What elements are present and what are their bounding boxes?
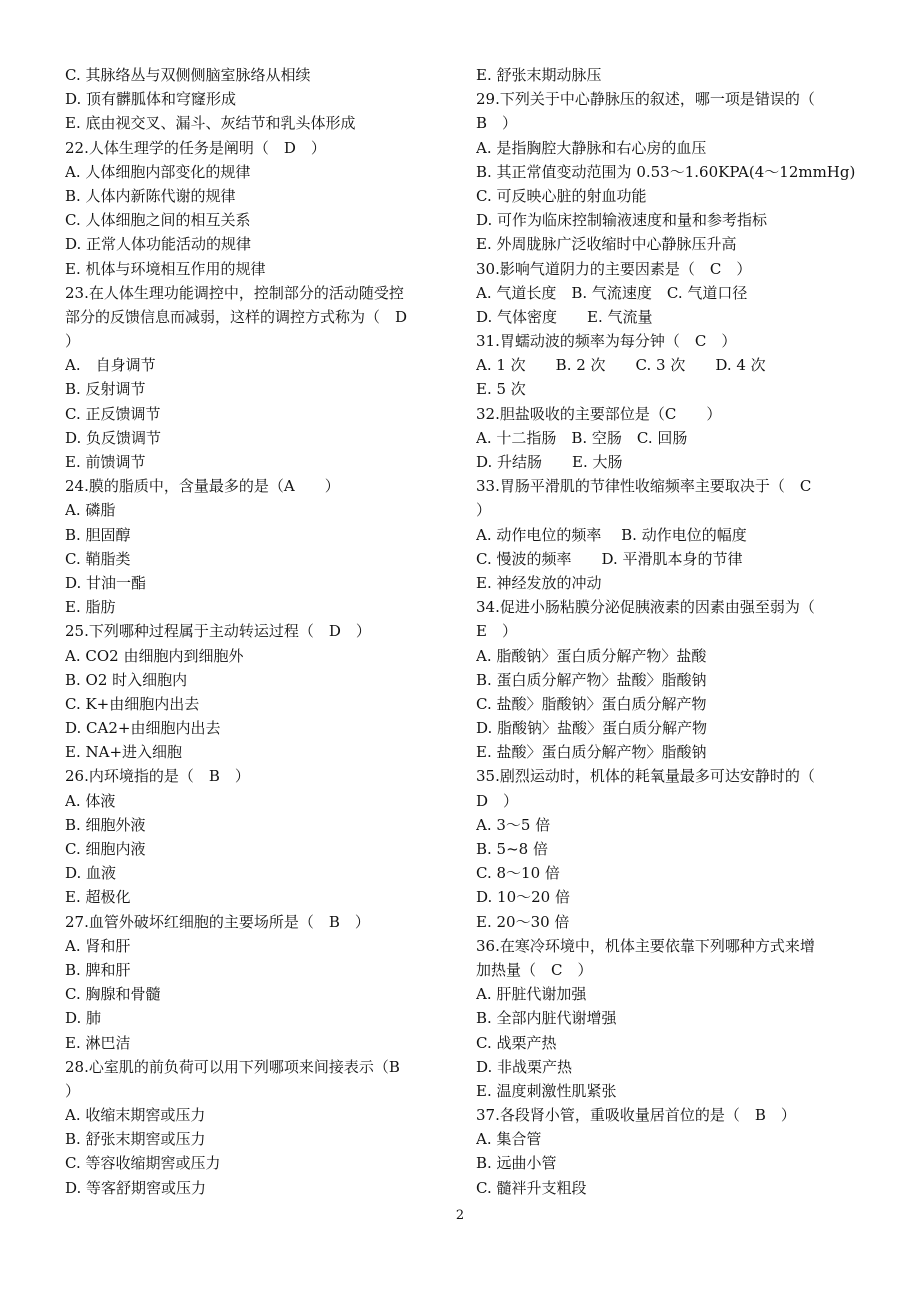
text-line: B. 舒张末期窖或压力 bbox=[65, 1130, 206, 1149]
text-line: D. 顶有髒胍体和穹窿形成 bbox=[65, 90, 237, 109]
text-line: D. 负反馈调节 bbox=[65, 428, 162, 447]
text-line: C. 慢波的频率 D. 平滑肌本身的节律 bbox=[476, 549, 743, 568]
text-line: C. 盐酸〉脂酸钠〉蛋白质分解产物 bbox=[476, 694, 707, 713]
text-line: B ） bbox=[476, 114, 518, 133]
text-line: C. K+由细胞内出去 bbox=[65, 694, 200, 713]
text-line: B. 远曲小管 bbox=[476, 1154, 557, 1173]
text-line: 30.影响气道阴力的主要因素是（ C ） bbox=[476, 259, 752, 278]
text-line: 26.内环境指的是（ B ） bbox=[65, 767, 250, 786]
text-line: 32.胆盐吸收的主要部位是（C ） bbox=[476, 404, 722, 423]
text-line: A. 肝脏代谢加强 bbox=[476, 985, 587, 1004]
text-line: 28.心室肌的前负荷可以用下列哪项来间接表示（B bbox=[65, 1057, 400, 1076]
text-line: E. 超极化 bbox=[65, 888, 131, 907]
text-line: 22.人体生理学的任务是阐明（ D ） bbox=[65, 138, 326, 157]
text-line: C. 8～10 倍 bbox=[476, 864, 560, 883]
text-line: 23.在人体生理功能调控中，控制部分的活动随受控 bbox=[65, 283, 404, 302]
text-line: E. 神经发放的冲动 bbox=[476, 573, 602, 592]
text-line: A. 十二指肠 B. 空肠 C. 回肠 bbox=[476, 428, 688, 447]
text-line: E. 外周胧脉广泛收缩时中心静脉压升高 bbox=[476, 235, 737, 254]
text-line: A. 体液 bbox=[65, 791, 116, 810]
text-line: B. 反射调节 bbox=[65, 380, 146, 399]
text-line: 27.血管外破坏红细胞的主要场所是（ B ） bbox=[65, 912, 370, 931]
text-line: A. 人体细胞内部变化的规律 bbox=[65, 162, 251, 181]
text-line: D. 非战栗产热 bbox=[476, 1057, 573, 1076]
text-line: 35.剧烈运动时，机体的耗氧量最多可达安静时的（ bbox=[476, 767, 815, 786]
text-line: D. 可作为临床控制输液速度和量和参考指标 bbox=[476, 211, 768, 230]
text-line: C. 正反馈调节 bbox=[65, 404, 161, 423]
text-line: D. 等客舒期窖或压力 bbox=[65, 1178, 207, 1197]
text-line: D. 10～20 倍 bbox=[476, 888, 570, 907]
text-line: E. NA+进入细胞 bbox=[65, 743, 183, 762]
text-line: A. 3～5 倍 bbox=[476, 815, 551, 834]
text-line: B. O2 时入细胞内 bbox=[65, 670, 188, 689]
text-line: D. 肺 bbox=[65, 1009, 102, 1028]
text-line: D. CA2+由细胞内出去 bbox=[65, 719, 221, 738]
text-line: 部分的反馈信息而减弱，这样的调控方式称为（ D bbox=[65, 307, 408, 326]
text-line: A. 收缩末期窖或压力 bbox=[65, 1106, 206, 1125]
text-line: A. 自身调节 bbox=[65, 356, 156, 375]
text-line: E. 舒张末期动脉压 bbox=[476, 66, 602, 84]
text-line: D. 气体密度 E. 气流量 bbox=[476, 307, 653, 326]
text-line: 36.在寒冷环境中，机体主要依靠下列哪种方式来增 bbox=[476, 936, 815, 955]
text-line: B. 全部内脏代谢增强 bbox=[476, 1009, 617, 1028]
text-line: C. 其脉络丛与双侧侧脑室脉络从相续 bbox=[65, 66, 311, 84]
text-line: 29.下列关于中心静脉压的叙述，哪一项是错误的（ bbox=[476, 90, 815, 109]
text-line: B. 人体内新陈代谢的规律 bbox=[65, 186, 236, 205]
text-line: E ） bbox=[476, 622, 517, 641]
text-line: C. 人体细胞之间的相互关系 bbox=[65, 211, 251, 230]
text-line: E. 盐酸〉蛋白质分解产物〉脂酸钠 bbox=[476, 743, 707, 762]
text-line: B. 5~8 倍 bbox=[476, 840, 548, 858]
text-line: A. 是指胸腔大静脉和右心房的血压 bbox=[476, 138, 707, 157]
text-line: 34.促进小肠粘膜分泌促胰液素的因素由强至弱为（ bbox=[476, 598, 815, 617]
text-line: D. 血液 bbox=[65, 864, 117, 883]
text-line: E. 5 次 bbox=[476, 380, 526, 399]
text-line: C. 胸腺和骨髓 bbox=[65, 985, 161, 1004]
text-line: 31.胃蠕动波的频率为每分钟（ C ） bbox=[476, 332, 737, 351]
text-line: E. 脂肪 bbox=[65, 598, 116, 617]
text-line: A. 磷脂 bbox=[65, 501, 116, 520]
text-line: C. 细胞内液 bbox=[65, 840, 146, 858]
text-line: D. 升结肠 E. 大肠 bbox=[476, 453, 623, 471]
page-number: 2 bbox=[455, 1208, 465, 1223]
text-line: C. 髓袢升支粗段 bbox=[476, 1178, 587, 1197]
left-column bbox=[65, 63, 450, 1200]
text-line: A. 1 次 B. 2 次 C. 3 次 D. 4 次 bbox=[476, 356, 766, 375]
text-line: D ） bbox=[476, 791, 519, 810]
text-line: E. 前馈调节 bbox=[65, 453, 146, 471]
text-line: D. 脂酸钠〉盐酸〉蛋白质分解产物 bbox=[476, 719, 708, 738]
text-line: C. 战栗产热 bbox=[476, 1033, 557, 1052]
text-line: C. 可反映心脏的射血功能 bbox=[476, 186, 647, 205]
text-line: ） bbox=[65, 332, 81, 351]
text-line: 加热量（ C ） bbox=[476, 960, 593, 979]
text-line: C. 鞘脂类 bbox=[65, 549, 131, 568]
text-line: 37.各段肾小管，重吸收量居首位的是（ B ） bbox=[476, 1106, 796, 1125]
text-line: E. 20～30 倍 bbox=[476, 912, 570, 931]
text-line: 33.胃肠平滑肌的节律性收缩频率主要取决于（ C bbox=[476, 477, 812, 496]
text-line: E. 机体与环境相互作用的规律 bbox=[65, 259, 266, 278]
text-line: A. 肾和肝 bbox=[65, 936, 131, 955]
text-line: E. 温度刺激性肌紧张 bbox=[476, 1081, 617, 1100]
text-line: B. 其正常值变动范围为 0.53～1.60KPA(4～12mmHg) bbox=[476, 162, 856, 181]
text-line: 24.膜的脂质中，含量最多的是（A ） bbox=[65, 477, 340, 496]
text-line: B. 胆固醇 bbox=[65, 525, 131, 544]
text-line: E. 淋巴洁 bbox=[65, 1033, 131, 1052]
right-column bbox=[476, 63, 861, 1200]
text-line: A. 气道长度 B. 气流速度 C. 气道口径 bbox=[476, 283, 748, 302]
text-line: ） bbox=[476, 501, 492, 520]
text-line: D. 正常人体功能活动的规律 bbox=[65, 235, 252, 254]
text-line: A. 集合管 bbox=[476, 1130, 542, 1149]
text-line: A. 动作电位的频率 B. 动作电位的幅度 bbox=[476, 525, 747, 544]
text-line: B. 细胞外液 bbox=[65, 815, 146, 834]
text-line: B. 脾和肝 bbox=[65, 960, 131, 979]
text-line: C. 等容收缩期窖或压力 bbox=[65, 1154, 221, 1173]
text-line: A. CO2 由细胞内到细胞外 bbox=[65, 646, 244, 665]
text-line: B. 蛋白质分解产物〉盐酸〉脂酸钠 bbox=[476, 670, 707, 689]
text-line: E. 底由视交叉、漏斗、灰结节和乳头体形成 bbox=[65, 114, 356, 133]
text-line: ） bbox=[65, 1081, 81, 1100]
text-line: 25.下列哪种过程属于主动转运过程（ D ） bbox=[65, 622, 371, 641]
text-line: D. 甘油一酯 bbox=[65, 573, 147, 592]
text-line: A. 脂酸钠〉蛋白质分解产物〉盐酸 bbox=[476, 646, 707, 665]
